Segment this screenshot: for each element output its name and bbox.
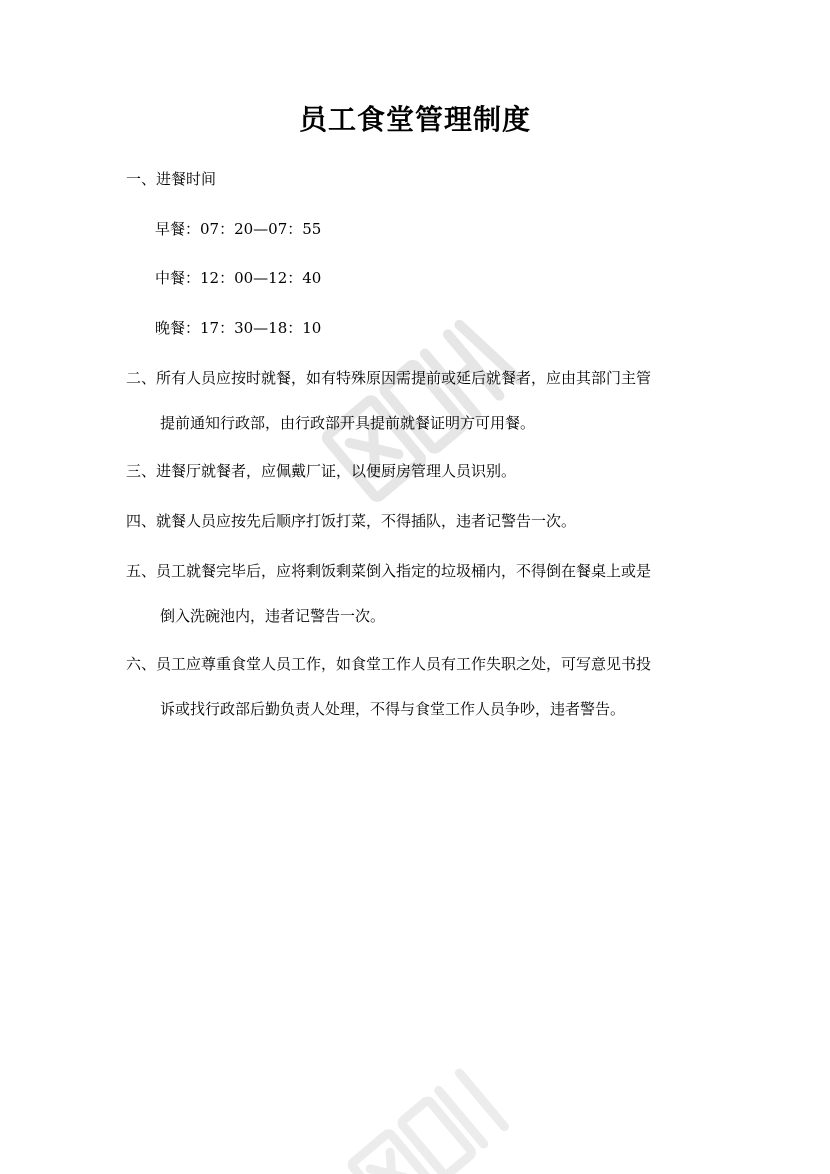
breakfast-time: 早餐：07：20—07：55 <box>155 220 322 238</box>
watermark <box>300 290 540 530</box>
document-title: 员工食堂管理制度 <box>298 103 531 136</box>
section-4-line-1: 四、就餐人员应按先后顺序打饭打菜，不得插队，违者记警告一次。 <box>126 512 577 530</box>
watermark <box>330 1030 530 1174</box>
section-5-line-2: 倒入洗碗池内，违者记警告一次。 <box>160 607 386 625</box>
section-1-heading: 一、进餐时间 <box>126 170 217 188</box>
section-2-line-1: 二、所有人员应按时就餐，如有特殊原因需提前或延后就餐者，应由其部门主管 <box>126 369 652 387</box>
section-3-line-1: 三、进餐厅就餐者，应佩戴厂证，以便厨房管理人员识别。 <box>126 462 517 480</box>
section-6-line-2: 诉或找行政部后勤负责人处理，不得与食堂工作人员争吵，违者警告。 <box>160 700 626 718</box>
dinner-time: 晚餐：17：30—18：10 <box>155 319 322 337</box>
section-5-line-1: 五、员工就餐完毕后，应将剩饭剩菜倒入指定的垃圾桶内，不得倒在餐桌上或是 <box>126 562 652 580</box>
lunch-time: 中餐：12：00—12：40 <box>155 269 322 287</box>
section-2-line-2: 提前通知行政部，由行政部开具提前就餐证明方可用餐。 <box>160 414 536 432</box>
section-6-line-1: 六、员工应尊重食堂人员工作，如食堂工作人员有工作失职之处，可写意见书投 <box>126 655 652 673</box>
